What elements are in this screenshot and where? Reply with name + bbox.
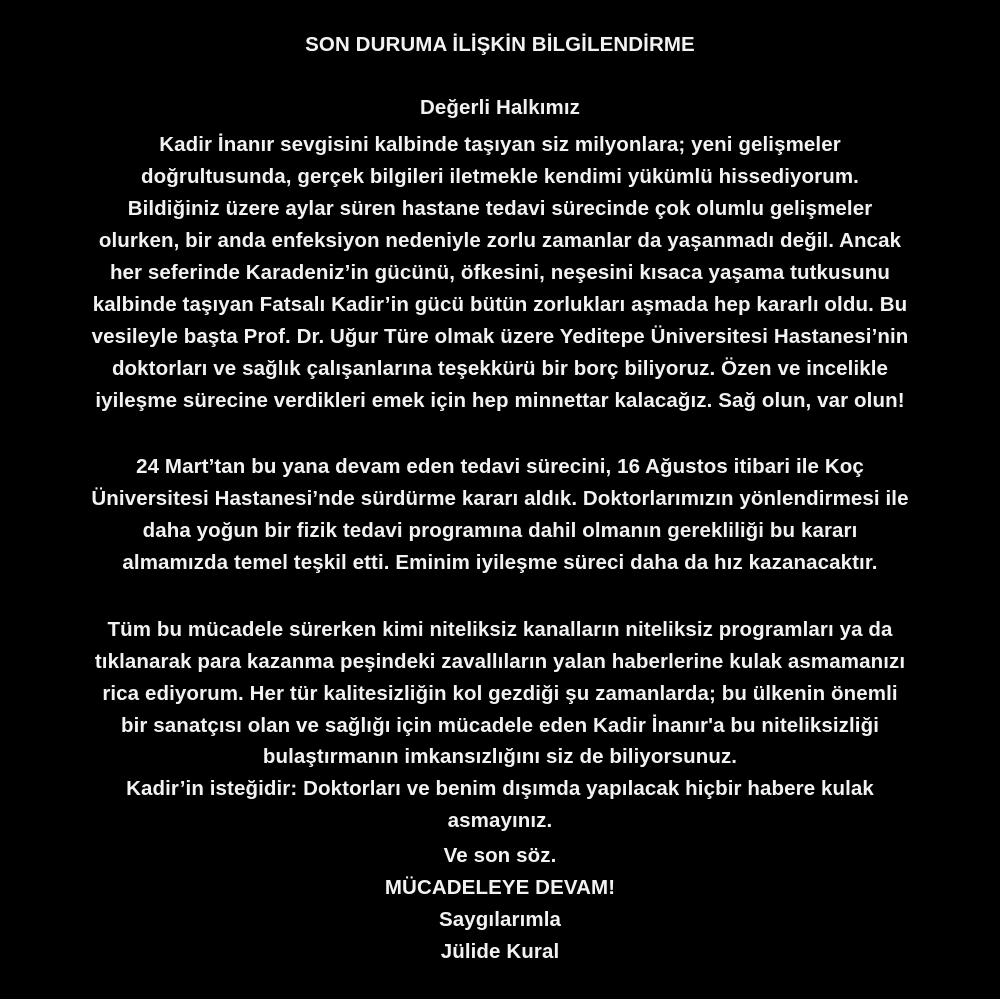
greeting: Değerli Halkımız bbox=[420, 96, 580, 119]
paragraph-line: bir sanatçısı olan ve sağlığı için mücadele eden Kadir İnanır'a bu niteliksizliği bbox=[120, 714, 880, 737]
paragraph-line: daha yoğun bir fizik tedavi programına dahil olmanın gerekliliği bu kararı bbox=[142, 519, 858, 542]
paragraph-line: Kadir İnanır sevgisini kalbinde taşıyan siz milyonlara; yeni gelişmeler bbox=[159, 133, 841, 156]
paragraph-line: her seferinde Karadeniz’in gücünü, öfkesini, neşesini kısaca yaşama tutkusunu bbox=[109, 261, 891, 284]
paragraph-line: 24 Mart’tan bu yana devam eden tedavi sürecini, 16 Ağustos itibari ile Koç bbox=[136, 455, 864, 478]
closing-line: Ve son söz. bbox=[443, 844, 557, 867]
paragraph-line: doğrultusunda, gerçek bilgileri iletmekle kendimi yükümlü hissediyorum. bbox=[141, 165, 859, 188]
paragraph-line: almamızda temel teşkil etti. Eminim iyileşme süreci daha da hız kazanacaktır. bbox=[122, 551, 878, 574]
paragraph-line: asmayınız. bbox=[447, 809, 553, 832]
paragraph-line: kalbinde taşıyan Fatsalı Kadir’in gücü bütün zorlukları aşmada hep kararlı oldu. Bu bbox=[92, 293, 908, 316]
paragraph-line: iyileşme sürecine verdikleri emek için hep minnettar kalacağız. Sağ olun, var olun! bbox=[95, 389, 905, 412]
paragraph-line: vesileyle başta Prof. Dr. Uğur Türe olmak üzere Yeditepe Üniversitesi Hastanesi’nin bbox=[91, 325, 909, 348]
paragraph-line: olurken, bir anda enfeksiyon nedeniyle zorlu zamanlar da yaşanmadı değil. Ancak bbox=[98, 229, 902, 252]
closing-slogan: MÜCADELEYE DEVAM! bbox=[384, 876, 616, 899]
paragraph-line: rica ediyorum. Her tür kalitesizliğin kol gezdiği şu zamanlarda; bu ülkenin önemli bbox=[102, 682, 898, 705]
paragraph-line: Bildiğiniz üzere aylar süren hastane tedavi sürecinde çok olumlu gelişmeler bbox=[127, 197, 873, 220]
paragraph-line: bulaştırmanın imkansızlığını siz de biliyorsunuz. bbox=[262, 745, 738, 768]
closing-regards: Saygılarımla bbox=[439, 908, 561, 931]
paragraph-line: tıklanarak para kazanma peşindeki zavallıların yalan haberlerine kulak asmamanızı bbox=[94, 650, 906, 673]
paragraph-line: Tüm bu mücadele sürerken kimi niteliksiz kanalların niteliksiz programları ya da bbox=[107, 618, 893, 641]
paragraph-line: Üniversitesi Hastanesi’nde sürdürme kararı aldık. Doktorlarımızın yönlendirmesi ile bbox=[91, 487, 909, 510]
document-title: SON DURUMA İLİŞKİN BİLGİLENDİRME bbox=[305, 33, 695, 56]
signature-name: Jülide Kural bbox=[440, 940, 560, 963]
paragraph-line: Kadir’in isteğidir: Doktorları ve benim dışımda yapılacak hiçbir habere kulak bbox=[126, 777, 874, 800]
paragraph-line: doktorları ve sağlık çalışanlarına teşekkürü bir borç biliyoruz. Özen ve incelikle bbox=[111, 357, 889, 380]
